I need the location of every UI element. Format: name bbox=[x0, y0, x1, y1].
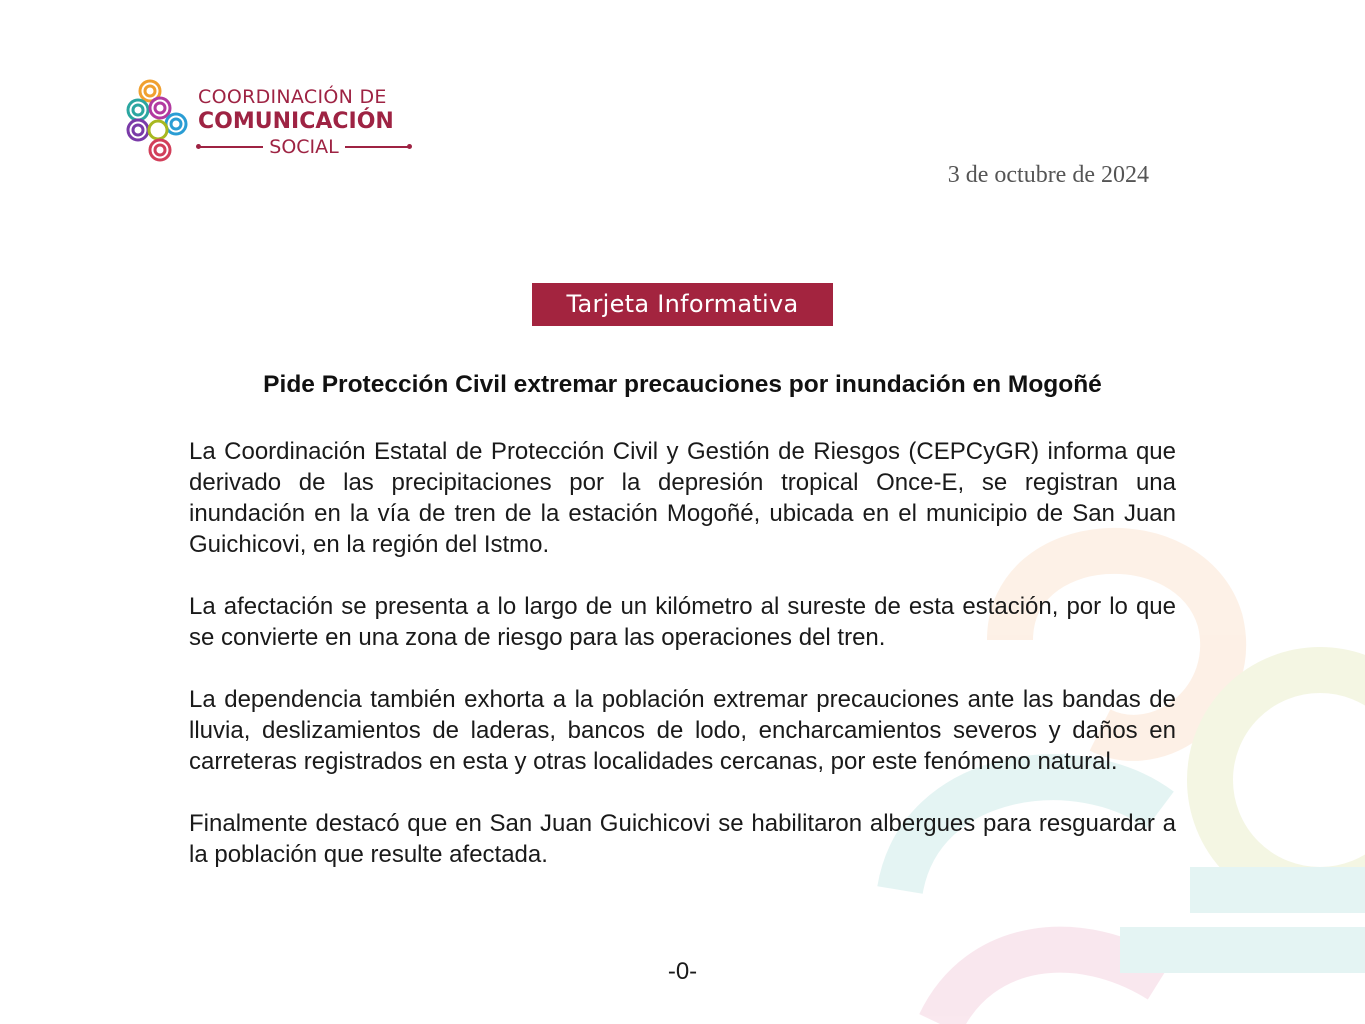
agency-logo bbox=[124, 78, 424, 168]
logo-line-social bbox=[198, 136, 410, 158]
logo-line-coordinacion: COORDINACIÓN DE bbox=[198, 86, 387, 108]
logo-wordmark bbox=[198, 86, 418, 158]
body-paragraph: La dependencia también exhorta a la población extremar precauciones ante las bandas de lluvia, deslizamientos de laderas, bancos de lodo, encharcamientos severos y daños en carreteras registrados en esta y otras localidades cercanas, por este fenómeno natural. bbox=[189, 686, 1176, 775]
document-date: 3 de octubre de 2024 bbox=[947, 162, 1149, 188]
document-type-badge: Tarjeta Informativa bbox=[532, 283, 833, 326]
logo-emblem-icon bbox=[124, 78, 190, 164]
closing-mark: -0- bbox=[667, 958, 698, 985]
logo-rule-right bbox=[345, 146, 410, 148]
document-body bbox=[189, 436, 1176, 901]
document-headline: Pide Protección Civil extremar precauciones por inundación en Mogoñé bbox=[263, 371, 1102, 398]
body-paragraph: La afectación se presenta a lo largo de un kilómetro al sureste de esta estación, por lo que se convierte en una zona de riesgo para las operaciones del tren. bbox=[189, 593, 1176, 651]
logo-rule-left bbox=[198, 146, 263, 148]
body-paragraph: Finalmente destacó que en San Juan Guichicovi se habilitaron albergues para resguardar a la población que resulte afectada. bbox=[189, 810, 1176, 868]
logo-word-social: SOCIAL bbox=[269, 136, 339, 158]
body-paragraph: La Coordinación Estatal de Protección Civil y Gestión de Riesgos (CEPCyGR) informa que derivado de las precipitaciones por la depresión tropical Once-E, se registran una inundación en la vía de tren de la estación Mogoñé, ubicada en el municipio de San Juan Guichicovi, en la región del Istmo. bbox=[189, 438, 1176, 558]
logo-line-comunicacion: COMUNICACIÓN bbox=[198, 109, 394, 134]
